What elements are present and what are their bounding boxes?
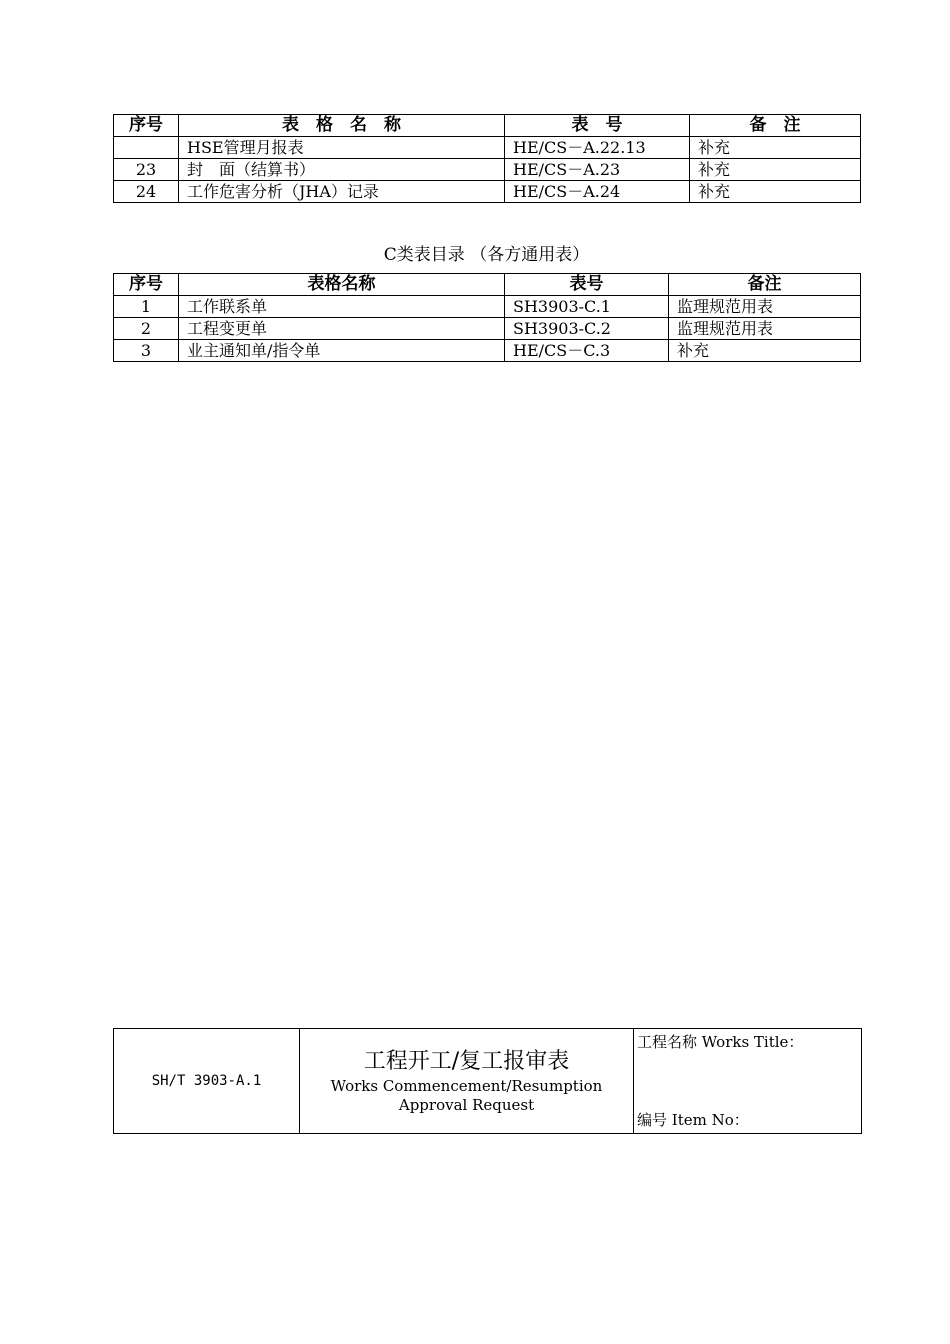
- cell-remark: 补充: [690, 137, 861, 159]
- form-title-zh: 工程开工/复工报审表: [363, 1049, 570, 1074]
- cell-form-name: 封 面（结算书）: [179, 159, 505, 181]
- cell-seq: 1: [114, 296, 179, 318]
- header-form-no: 表 号: [505, 115, 690, 137]
- header-seq: 序号: [114, 274, 179, 296]
- form-title-cell: [300, 1029, 634, 1134]
- cell-seq: 24: [114, 181, 179, 203]
- cell-seq: 2: [114, 318, 179, 340]
- cell-remark: 补充: [690, 181, 861, 203]
- table-c-forms: [113, 273, 861, 362]
- form-header-row: [114, 1029, 862, 1134]
- cell-form-no: HE/CS－A.23: [505, 159, 690, 181]
- cell-form-name: 工作危害分析（JHA）记录: [179, 181, 505, 203]
- header-seq: 序号: [114, 115, 179, 137]
- table-row: [114, 318, 861, 340]
- cell-remark: 补充: [690, 159, 861, 181]
- table-row: [114, 296, 861, 318]
- table-header-row: [114, 274, 861, 296]
- cell-form-no: SH3903-C.1: [505, 296, 669, 318]
- table-a-forms: [113, 114, 861, 203]
- header-remark: 备 注: [690, 115, 861, 137]
- section-c-title: C类表目录 （各方通用表）: [383, 245, 590, 265]
- cell-remark: 监理规范用表: [669, 296, 861, 318]
- cell-form-no: HE/CS－A.24: [505, 181, 690, 203]
- header-form-name: 表格名称: [179, 274, 505, 296]
- form-code: SH/T 3903-A.1: [114, 1029, 300, 1134]
- works-title-label: 工程名称 Works Title：: [637, 1033, 804, 1051]
- cell-form-name: HSE管理月报表: [179, 137, 505, 159]
- table-row: [114, 137, 861, 159]
- table-row: [114, 181, 861, 203]
- item-no-label: 编号 Item No：: [637, 1111, 749, 1129]
- form-info-cell: [634, 1029, 862, 1134]
- cell-remark: 补充: [669, 340, 861, 362]
- header-remark: 备注: [669, 274, 861, 296]
- header-form-name: 表 格 名 称: [179, 115, 505, 137]
- cell-form-no: SH3903-C.2: [505, 318, 669, 340]
- form-title-en: Works Commencement/Resumption Approval Request: [330, 1077, 603, 1114]
- header-form-no: 表号: [505, 274, 669, 296]
- form-header-table: [113, 1028, 862, 1134]
- cell-seq: [114, 137, 179, 159]
- cell-form-no: HE/CS－A.22.13: [505, 137, 690, 159]
- cell-seq: 3: [114, 340, 179, 362]
- cell-form-name: 工作联系单: [179, 296, 505, 318]
- cell-form-name: 业主通知单/指令单: [179, 340, 505, 362]
- cell-seq: 23: [114, 159, 179, 181]
- table-row: [114, 340, 861, 362]
- cell-remark: 监理规范用表: [669, 318, 861, 340]
- cell-form-no: HE/CS－C.3: [505, 340, 669, 362]
- cell-form-name: 工程变更单: [179, 318, 505, 340]
- table-header-row: [114, 115, 861, 137]
- table-row: [114, 159, 861, 181]
